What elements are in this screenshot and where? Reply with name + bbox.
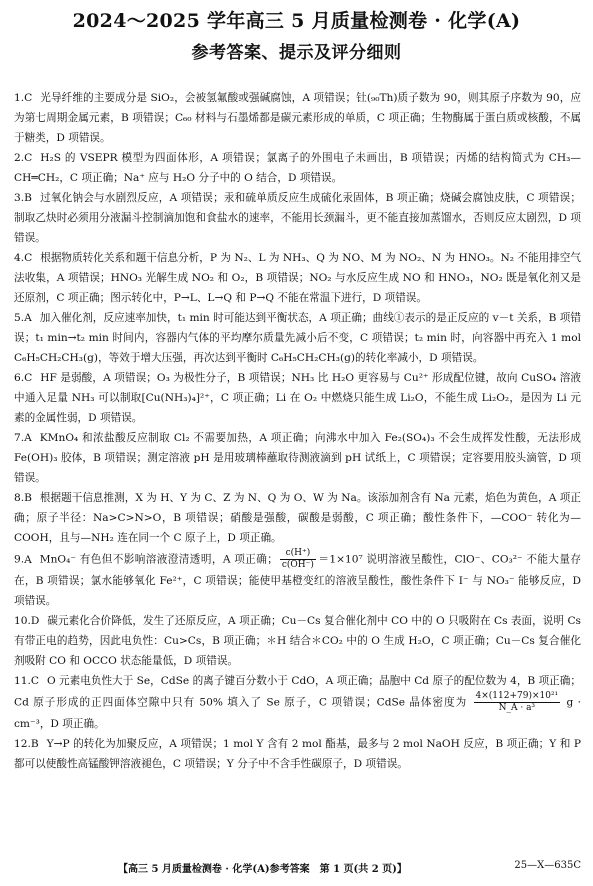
answer-item-10	[14, 611, 581, 671]
answer-item-8	[14, 488, 581, 548]
answer-item-5	[14, 308, 581, 368]
item-number: 2.	[14, 152, 25, 164]
answer-item-2	[14, 148, 581, 188]
item-number: 9.	[14, 553, 25, 566]
fraction-denominator: c(OH⁻)	[281, 560, 314, 570]
fraction-denominator: N_A · a³	[498, 703, 536, 713]
item-number: 11.	[14, 675, 31, 687]
fraction	[474, 691, 561, 714]
item-explanation: 碳元素化合价降低，发生了还原反应，A 项正确；Cu－Cs 复合催化剂中 CO 中的 O 只吸附在 Cs 表面，说明 Cs 有带正电的趋势，因此电负性：Cu>Cs，B 项正确；＊H 结合＊CO₂ 中的 O 生成 H₂O，C 项正确；Cu－Cs 复合催化剂吸附 CO 和 OCCO 状态能量低，D 项错误。	[14, 615, 581, 667]
page-footer	[0, 860, 593, 878]
item-number: 4.	[14, 252, 25, 264]
item-number: 6.	[14, 372, 25, 384]
item-number: 10.	[14, 615, 31, 627]
item-explanation: KMnO₄ 和浓盐酸反应制取 Cl₂ 不需要加热，A 项正确；向沸水中加入 Fe₂(SO₄)₃ 不会生成挥发性酸，无法形成 Fe(OH)₃ 胶体，B 项错误；测定溶液 pH 是用玻璃棒蘸取待测液滴到 pH 试纸上，C 项错误；定容要用胶头滴管，D 项错误。	[14, 432, 581, 484]
item-explanation: Y→P 的转化为加聚反应，A 项错误；1 mol Y 含有 2 mol 酯基，最多与 2 mol NaOH 反应，B 项正确；Y 和 P 都可以使酸性高锰酸钾溶液褪色，C 项错误；Y 分子中不含手性碳原子，D 项错误。	[14, 738, 581, 770]
item-explanation: H₂S 的 VSEPR 模型为四面体形，A 项错误；氯离子的外围电子未画出，B 项错误；丙烯的结构简式为 CH₃—CH═CH₂，C 项正确；Na⁺ 应与 H₂O 分子中的 O 结合，D 项错误。	[14, 152, 581, 184]
fraction-numerator: 4×(112+79)×10²¹	[475, 691, 559, 701]
item-answer: C	[24, 372, 33, 384]
item-number: 8.	[14, 492, 25, 504]
item-explanation: 根据物质转化关系和题干信息分析，P 为 N₂、L 为 NH₃、Q 为 NO、M 为 NO₂、N 为 HNO₃。N₂ 不能用排空气法收集，A 项错误；HNO₃ 光解生成 NO₂ 和 O₂，B 项错误；NO₂ 与水反应生成 NO 和 HNO₃，NO₂ 既是氧化剂又是还原剂，C 项正确；图示转化中，P→L、L→Q 和 P→Q 不能在常温下进行，D 项错误。	[14, 252, 581, 304]
answer-item-9	[14, 548, 581, 611]
item-number: 3.	[14, 192, 25, 204]
page-title: 2024～2025 学年高三 5 月质量检测卷 · 化学(A)	[72, 10, 521, 32]
item-answer: A	[24, 553, 32, 566]
item-answer: A	[24, 432, 32, 444]
answer-item-11	[14, 671, 581, 734]
item-answer: B	[24, 492, 32, 504]
answer-list	[14, 88, 581, 774]
item-explanation: HF 是弱酸，A 项错误；O₃ 为极性分子，B 项错误；NH₃ 比 H₂O 更容易与 Cu²⁺ 形成配位键，故向 CuSO₄ 溶液中通入足量 NH₃ 可以制取[Cu(NH₃)₄]²⁺，C 项正确；Li 在 O₂ 中燃烧只能生成 Li₂O，不能生成 Li₂O₂，是因为 Li 元素的金属性弱，D 项错误。	[14, 372, 581, 424]
item-answer: C	[30, 675, 39, 687]
answer-item-3	[14, 188, 581, 248]
footer-code: 25—X—635C	[514, 860, 581, 871]
item-number: 12.	[14, 738, 31, 750]
answer-item-4	[14, 248, 581, 308]
footer-page-label: 【高三 5 月质量检测卷 · 化学(A)参考答案 第 1 页(共 2 页)】	[118, 864, 407, 875]
page-subtitle: 参考答案、提示及评分细则	[191, 43, 402, 63]
item-explanation-start: MnO₄⁻ 有色但不影响溶液澄清透明，A 项正确；	[39, 553, 278, 566]
item-number: 7.	[14, 432, 25, 444]
item-answer: A	[24, 312, 32, 324]
item-explanation: 加入催化剂，反应速率加快，t₁ min 时可能达到平衡状态，A 项正确；曲线①表示的是正反应的 v－t 关系，B 项错误；t₁ min→t₂ min 时间内，容器内气体的平均摩尔质量先减小后不变，C 项错误；t₂ min 时，向容器中再充入 1 mol C₆H₅CH₂CH₃(g)，等效于增大压强，再次达到平衡时 C₆H₅CH₂CH₃(g)的转化率减小，D 项错误。	[14, 312, 581, 364]
item-explanation: g · cm⁻³，D 项正确。	[14, 696, 581, 730]
item-answer: C	[24, 92, 33, 104]
item-explanation: 过氧化钠会与水剧烈反应，A 项错误；汞和硫单质反应生成硫化汞固体，B 项正确；烧碱会腐蚀皮肤，C 项错误；制取乙炔时必须用分液漏斗控制滴加饱和食盐水的速率，不能用长颈漏斗，更不能直接加蒸馏水，否则反应太剧烈，D 项错误。	[14, 192, 581, 244]
item-number: 5.	[14, 312, 25, 324]
item-answer: B	[30, 738, 39, 750]
item-answer: D	[30, 615, 40, 627]
item-answer: C	[24, 252, 33, 264]
answer-item-12	[14, 734, 581, 774]
answer-item-7	[14, 428, 581, 488]
item-explanation-start: O 元素电负性大于 Se，CdSe 的离子键百分数小于 CdO，A 项正确；晶胞中 Cd 原子的配位数为 4，B 项正确；Cd 原子形成的正四面体空隙中只有 50% 填入了 Se 原子，C 项错误；CdSe 晶体密度为	[14, 675, 581, 709]
answer-item-6	[14, 368, 581, 428]
item-explanation: 光导纤维的主要成分是 SiO₂，会被氢氟酸或强碱腐蚀，A 项错误；钍(₉₀Th)质子数为 90，则其原子序数为 90，应为第七周期金属元素，B 项错误；C₆₀ 材料与石墨烯都是碳元素形成的单质，C 项正确；生物酶属于蛋白质或核酸，不属于糖类，D 项错误。	[14, 92, 581, 144]
item-number: 1.	[14, 92, 25, 104]
item-explanation: 根据题干信息推测，X 为 H、Y 为 C、Z 为 N、Q 为 O、W 为 Na。该添加剂含有 Na 元素，焰色为黄色，A 项正确；原子半径：Na>C>N>O，B 项错误；硝酸是强酸，碳酸是弱酸，C 项正确；酸性条件下，—COO⁻ 转化为—COOH，且与—NH₂ 连在同一个 C 原子上，D 项正确。	[14, 492, 581, 544]
item-explanation: ＝1×10⁷ 说明溶液呈酸性，ClO⁻、CO₃²⁻ 不能大量存在，B 项错误；氯水能够氧化 Fe²⁺，C 项错误；能使甲基橙变红的溶液呈酸性，酸性条件下 I⁻ 与 NO₃⁻ 能够反应，D 项错误。	[14, 553, 581, 607]
fraction-numerator: c(H⁺)	[280, 548, 316, 560]
fraction	[280, 548, 316, 571]
answer-item-1	[14, 88, 581, 148]
item-answer: C	[24, 152, 33, 164]
item-answer: B	[24, 192, 32, 204]
